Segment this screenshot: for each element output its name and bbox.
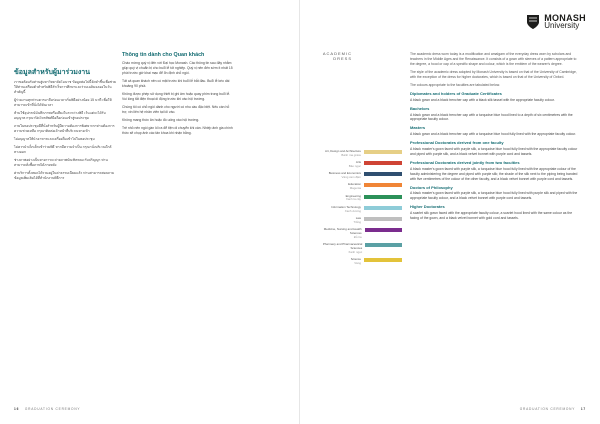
legend-label — [346, 195, 361, 203]
guest-paragraph: Trẻ nhỏ nên ngồi gần lối ra để tiện di chuyển khi cần. Nhiếp ảnh gia chính thức sẽ chụp ảnh các tân khoa khi nhận bằng. — [122, 126, 233, 135]
legend-row-5 — [312, 206, 402, 214]
monash-logo — [526, 14, 586, 30]
guest-title: Thông tin dành cho Quan khách — [122, 52, 205, 58]
guest-column — [122, 52, 234, 139]
legend-colour-name: Vàng — [354, 260, 361, 265]
legend-row-7 — [312, 228, 402, 239]
legend-colour-swatch — [364, 172, 402, 176]
legend-row-6 — [312, 217, 402, 225]
legend-row-2 — [312, 172, 402, 180]
dress-legend-column — [312, 52, 402, 266]
legend-colour-swatch — [364, 183, 402, 187]
legend-colour-name: Bánh ma gráce — [341, 152, 361, 157]
thai-paragraph: ช่างภาพอย่างเป็นทางการจะถ่ายภาพบัณฑิตขณะรับปริญญา ท่านสามารถสั่งซื้อภาพได้ภายหลัง — [14, 158, 108, 167]
dress-section-text: A black master's gown faced with purple silk, a turquoise blue hood fully lined with the appropriate colour of the faculty administering the degree and piped with purple silk; the shade of the silk next to the piping being banded with five centimetres of the colour of the other faculty, and a black velvet bonnet with purple cord and tassels. — [410, 166, 578, 181]
legend-colour-swatch — [364, 161, 402, 165]
dress-intro-paragraph: The colours appropriate to the faculties are tabulated below. — [410, 82, 500, 87]
dress-section-text: A scarlet silk gown faced with the appropriate faculty colour, a scarlet hood lined with the same colour as the facing of the gown, and a black velvet bonnet with gold cord and tassels. — [410, 211, 573, 221]
legend-colour-swatch — [364, 206, 402, 210]
legend-colour-name: Vàng cam đậm — [341, 174, 361, 179]
legend-colour-swatch — [364, 258, 402, 262]
legend-label — [351, 258, 361, 266]
legend-row-0 — [312, 150, 402, 158]
dress-section-text: A black master's gown faced with purple silk, a turquoise blue hood fully lined with purple silk and piped with the appropriate faculty colour, and a black velvet bonnet with purple cord and tassels. — [410, 191, 578, 201]
dress-section-text: A black gown and a black trencher cap with a turquoise blue hood fully lined with the appropriate faculty colour. — [410, 132, 577, 137]
dress-title: ACADEMIC DRESS — [322, 51, 352, 61]
legend-label — [329, 172, 361, 180]
legend-label — [349, 161, 361, 169]
legend-label — [354, 217, 361, 225]
legend-colour-swatch — [365, 243, 402, 247]
footer-left — [14, 407, 80, 411]
legend-colour-swatch — [364, 195, 402, 199]
legend-colour-name: Magenta — [349, 186, 361, 191]
legend-faculty-name: Engineering — [345, 193, 361, 198]
dress-section-heading: Professional Doctorates derived from one faculty — [410, 140, 504, 146]
dress-section-heading: Professional Doctorates derived jointly from two faculties — [410, 159, 520, 165]
footer-right — [520, 407, 586, 411]
legend-row-8 — [312, 243, 402, 254]
thai-paragraph: ค่าบริการทั้งหมดได้รวมอยู่ในค่าธรรมเนียมแล้ว ท่านสามารถสอบถามข้อมูลเพิ่มเติมได้ที่สำนักงานพิธีการ — [14, 171, 115, 180]
guest-paragraph: Không mang thức ăn hoặc đồ uống vào hội trường. — [122, 117, 200, 122]
legend-faculty-name: Pharmacy and Pharmaceutical Sciences — [322, 242, 363, 250]
legend-colour-swatch — [364, 150, 402, 154]
guest-paragraph: Chúng tôi có chỗ ngồi dành cho người có nhu cầu đặc biệt. Nếu cần hỗ trợ, xin liên hệ nhân viên tại lối vào. — [122, 104, 230, 114]
legend-faculty-name: Law — [355, 215, 361, 220]
legend-faculty-name: Art, Design and Architecture — [325, 148, 361, 153]
dress-section-text: A black master's gown faced with purple silk, a turquoise blue hood fully lined with the appropriate faculty colour and piped with purple silk, and a black velvet bonnet with purple cord and tassels. — [410, 147, 578, 156]
legend-row-3 — [312, 183, 402, 191]
thai-paragraph: เราขอต้อนรับท่านสู่มหาวิทยาลัยโมนาช ข้อมูลต่อไปนี้จัดทำขึ้นเพื่อช่วยให้ท่านเตรียมตัวสำหรับพิธีสำเร็จการศึกษาและร่วมเฉลิมฉลองในวันสำคัญนี้ — [14, 80, 116, 94]
thai-paragraph: ห้ามใช้อุปกรณ์บันทึกภาพหรือเสียงในระหว่างพิธี เว้นแต่จะได้รับอนุญาต กรุณาปิดโทรศัพท์มือถือก่อนเข้าสู่หอประชุม — [14, 110, 106, 120]
page-number-right: 17 — [580, 407, 586, 411]
thai-title: ข้อมูลสำหรับผู้มาร่วมงาน — [14, 69, 90, 76]
guest-paragraph: Chào mừng quý vị đến với Đại học Monash. Các thông tin sau đây nhằm giúp quý vị chuẩn bị cho buổi lễ tốt nghiệp. Quý vị nên đến sớm ít nhất 15 phút trước giờ khai mạc để ổn định chỗ ngồi. — [122, 61, 233, 75]
thai-paragraph: ภายในหอประชุมมีที่นั่งสำหรับผู้มีความต้องการพิเศษ หากท่านต้องการความช่วยเหลือ กรุณาติดต่อเจ้าหน้าที่บริเวณทางเข้า — [14, 123, 115, 133]
legend-row-1 — [312, 161, 402, 169]
dress-section-heading: Diplomates and holders of Graduate Certificates — [410, 90, 502, 96]
legend-faculty-name: Information Technology — [331, 204, 361, 209]
guest-paragraph: Không được phép sử dụng thiết bị ghi âm hoặc quay phim trong buổi lễ. Vui lòng tắt điện thoại di động trước khi vào hội trường. — [122, 91, 231, 101]
dress-section-heading: Masters — [410, 125, 426, 131]
logo-line2: University — [544, 21, 580, 30]
footer-right-text: GRADUATION CEREMONY — [519, 407, 576, 411]
page-fold — [299, 0, 300, 424]
legend-colour-swatch — [365, 228, 402, 232]
legend-faculty-name: Business and Economics — [328, 171, 361, 176]
legend-colour-name: Đỏ tía — [353, 234, 362, 239]
legend-label — [312, 243, 362, 254]
legend-colour-name: Bảo ngọc — [348, 163, 361, 168]
dress-section-heading: Doctors of Philosophy — [410, 184, 453, 190]
shield-icon — [526, 14, 540, 30]
legend-label — [348, 183, 361, 191]
dress-intro-paragraph: The style of the academic dress adopted by Monash University is based on that of the University of Cambridge, with the exception of the dress for higher doctorates, which is based on that of the University of Oxford. — [410, 69, 577, 79]
legend-label — [312, 228, 362, 239]
legend-faculty-name: Medicine, Nursing and Health Sciences — [323, 227, 362, 235]
dress-section-text: A black gown and a black trencher cap with a black silk tassel with the appropriate faculty colour. — [410, 97, 555, 102]
legend-colour-name: Trắng — [353, 219, 361, 224]
faculty-colour-legend — [312, 150, 402, 266]
legend-colour-swatch — [364, 217, 402, 221]
thai-paragraph: ไม่ควรนำเด็กเล็กเข้าร่วมพิธี หากมีความจำเป็น กรุณานั่งบริเวณใกล้ทางออก — [14, 145, 112, 154]
dress-section-text: A black gown and a black trencher cap with a turquoise blue hood lined to a depth of six centimetres with the appropriate faculty colour. — [410, 112, 573, 122]
legend-faculty-name: Science — [350, 257, 361, 262]
logo-line1: MONASH — [544, 13, 586, 23]
footer-left-text: GRADUATION CEREMONY — [24, 407, 81, 411]
legend-faculty-name: Arts — [355, 160, 361, 164]
dress-section-heading: Bachelors — [410, 105, 430, 111]
dress-text-column — [410, 52, 582, 224]
guest-paragraph: Tất cả quan khách nên có mặt trước khi buổi lễ bắt đầu. Buổi lễ kéo dài khoảng 90 phút. — [122, 78, 230, 88]
legend-colour-name: Xanh ngọc — [348, 249, 363, 254]
thai-paragraph: ไม่อนุญาตให้นำอาหารและเครื่องดื่มเข้าไปในหอประชุม — [14, 136, 95, 141]
thai-column — [14, 68, 116, 184]
legend-label — [325, 150, 361, 158]
legend-faculty-name: Education — [348, 182, 361, 187]
thai-paragraph: ผู้ร่วมงานทุกท่านควรมาถึงก่อนเวลาเริ่มพิธีอย่างน้อย 15 นาที เพื่อให้สามารถเข้าที่นั่งได้ทันเวลา — [14, 97, 112, 107]
legend-row-9 — [312, 258, 402, 266]
legend-label — [331, 206, 361, 214]
legend-colour-name: Xanh lá cây — [345, 197, 361, 202]
dress-section-heading: Higher Doctorates — [410, 204, 445, 210]
legend-colour-name: Xanh dương — [344, 208, 361, 213]
legend-row-4 — [312, 195, 402, 203]
page-number-left: 16 — [14, 407, 20, 411]
dress-intro-paragraph: The academic dress worn today is a modification and amalgam of the everyday dress worn by scholars and teachers in the Middle Ages and the Renaissance. It consists of a gown with sleeves of a pattern appropriate to the degree, a hood or cap of a specific shape and colour, which is the emblem of the wearer's degree. — [410, 52, 577, 66]
